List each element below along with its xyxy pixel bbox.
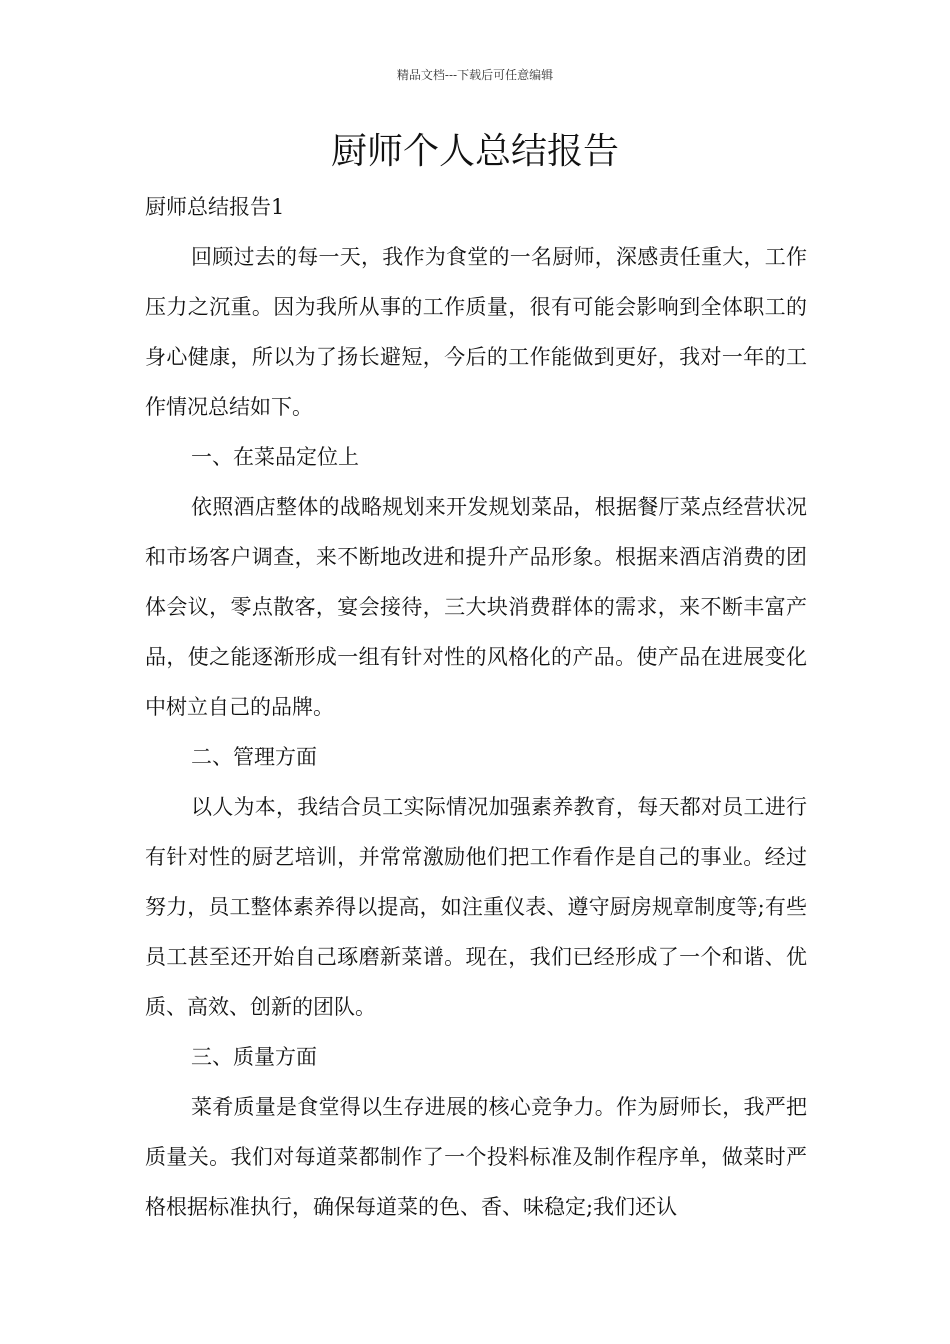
heading-dish-positioning: 一、在菜品定位上	[191, 445, 359, 469]
header-note: 精品文档---下载后可任意编辑	[396, 68, 554, 82]
paragraph-intro: 回顾过去的每一天，我作为食堂的一名厨师，深感责任重大，工作压力之沉重。因为我所从事的工作质量，很有可能会影响到全体职工的身心健康，所以为了扬长避短，今后的工作能做到更好，我对一年的工作情况总结如下。	[145, 245, 807, 419]
document-body	[145, 182, 807, 1232]
heading-management: 二、管理方面	[191, 745, 317, 769]
document-title: 厨师个人总结报告	[330, 131, 619, 172]
section-subtitle: 厨师总结报告1	[145, 195, 285, 219]
paragraph-dish-positioning: 依照酒店整体的战略规划来开发规划菜品，根据餐厅菜点经营状况和市场客户调查，来不断地改进和提升产品形象。根据来酒店消费的团体会议，零点散客，宴会接待，三大块消费群体的需求，来不断丰富产品，使之能逐渐形成一组有针对性的风格化的产品。使产品在进展变化中树立自己的品牌。	[145, 495, 807, 719]
paragraph-management: 以人为本，我结合员工实际情况加强素养教育，每天都对员工进行有针对性的厨艺培训，并常常激励他们把工作看作是自己的事业。经过努力，员工整体素养得以提高，如注重仪表、遵守厨房规章制度等;有些员工甚至还开始自己琢磨新菜谱。现在，我们已经形成了一个和谐、优质、高效、创新的团队。	[145, 795, 807, 1019]
heading-quality: 三、质量方面	[191, 1045, 317, 1069]
paragraph-quality: 菜肴质量是食堂得以生存进展的核心竞争力。作为厨师长，我严把质量关。我们对每道菜都制作了一个投料标准及制作程序单，做菜时严格根据标准执行，确保每道菜的色、香、味稳定;我们还认	[145, 1095, 807, 1219]
